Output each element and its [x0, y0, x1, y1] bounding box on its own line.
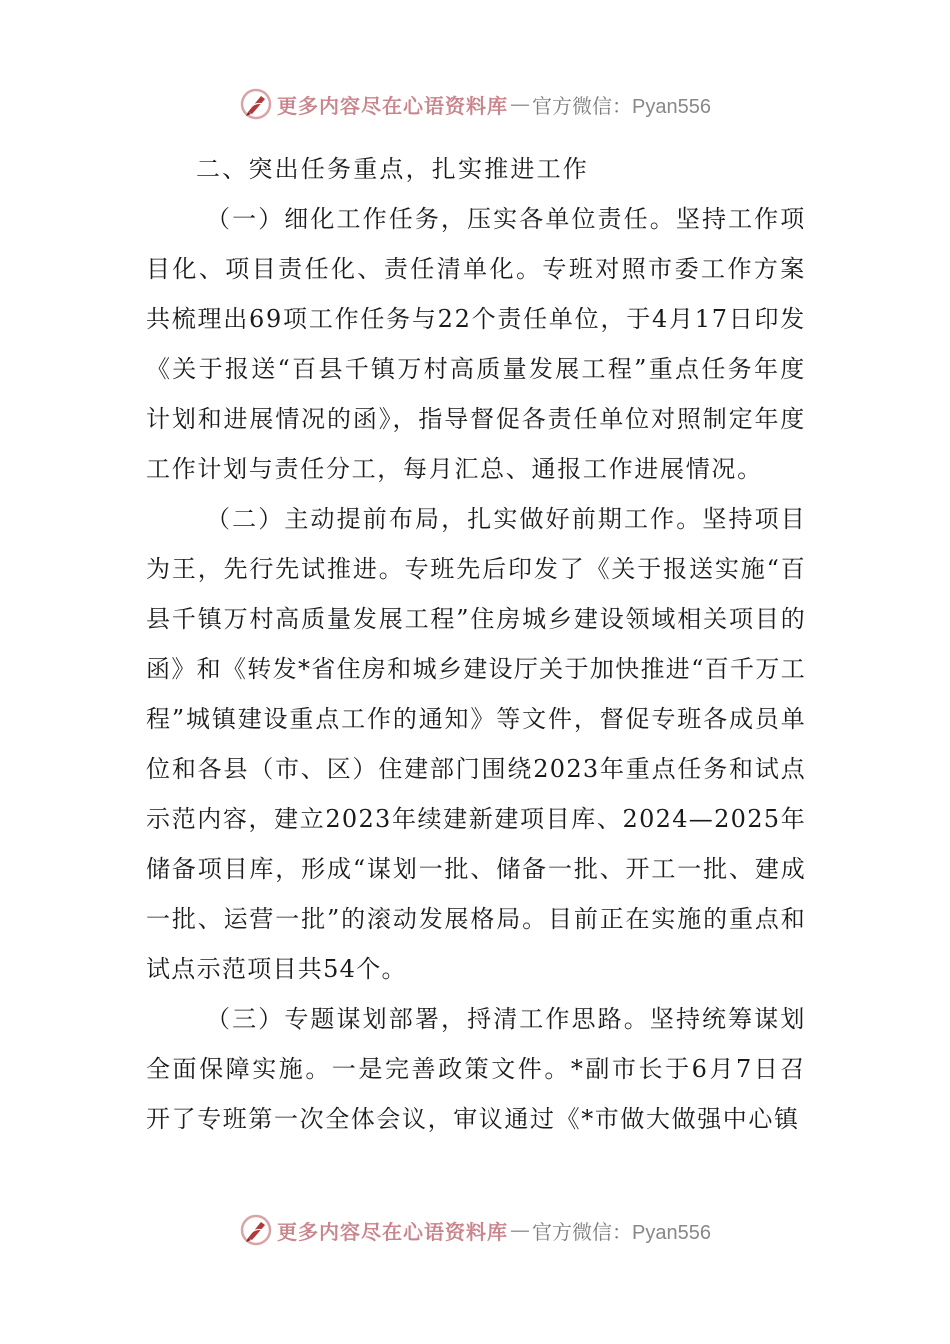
pen-logo-icon [239, 87, 273, 121]
section-heading: 二、突出任务重点，扎实推进工作 [196, 155, 589, 183]
watermark-header [0, 84, 950, 124]
watermark-contact-label: 官方微信： [532, 93, 633, 118]
document-body [146, 144, 806, 1144]
paragraph-3: （三）专题谋划部署，捋清工作思路。坚持统筹谋划全面保障实施。一是完善政策文件。*副市长于6月7日召开了专班第一次全体会议，审议通过《*市做大做强中心镇 [146, 1005, 806, 1133]
pen-logo-icon [239, 1213, 273, 1247]
watermark-separator: — [510, 1218, 531, 1242]
paragraph-1: （一）细化工作任务，压实各单位责任。坚持工作项目化、项目责任化、责任清单化。专班对照市委工作方案共梳理出69项工作任务与22个责任单位，于4月17日印发《关于报送“百县千镇万村高质量发展工程”重点任务年度计划和进展情况的函》，指导督促各责任单位对照制定年度工作计划与责任分工，每月汇总、通报工作进展情况。 [146, 205, 806, 483]
watermark-brand: 更多内容尽在心语资料库 [277, 1219, 509, 1244]
watermark-separator: — [510, 92, 531, 116]
watermark-brand: 更多内容尽在心语资料库 [277, 93, 509, 118]
watermark-contact-id: Pyan556 [632, 95, 711, 118]
watermark-contact-id: Pyan556 [632, 1221, 711, 1244]
watermark-contact [532, 90, 711, 119]
watermark-contact-label: 官方微信： [532, 1219, 633, 1244]
watermark-contact [532, 1216, 711, 1245]
paragraph-2: （二）主动提前布局，扎实做好前期工作。坚持项目为王，先行先试推进。专班先后印发了《关于报送实施“百县千镇万村高质量发展工程”住房城乡建设领域相关项目的函》和《转发*省住房和城乡建设厅关于加快推进“百千万工程”城镇建设重点工作的通知》等文件，督促专班各成员单位和各县（市、区）住建部门围绕2023年重点任务和试点示范内容，建立2023年续建新建项目库、2024—2025年储备项目库，形成“谋划一批、储备一批、开工一批、建成一批、运营一批”的滚动发展格局。目前正在实施的重点和试点示范项目共54个。 [146, 505, 806, 983]
watermark-footer [0, 1210, 950, 1250]
